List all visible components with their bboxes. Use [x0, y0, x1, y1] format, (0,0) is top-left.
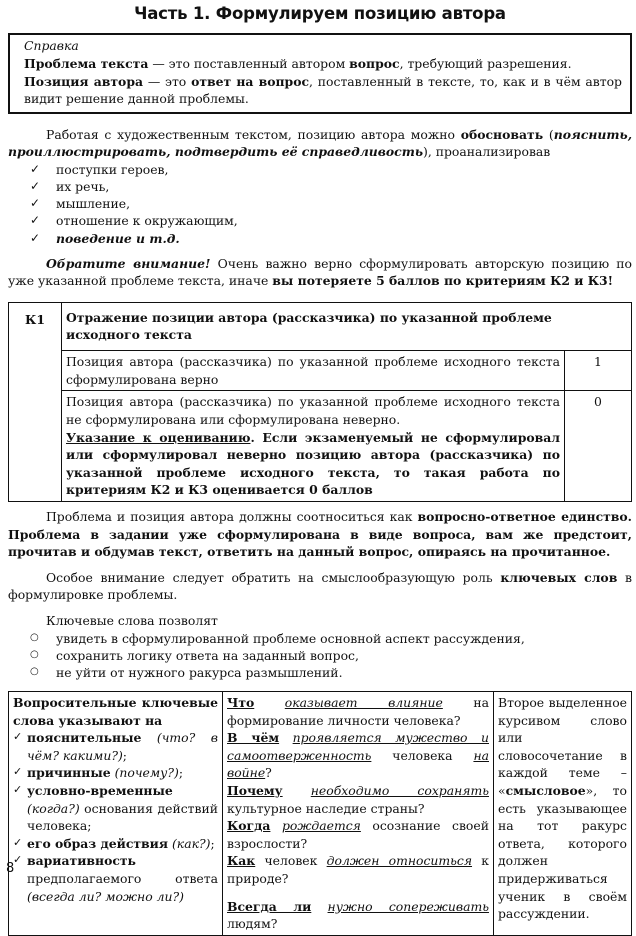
example-question: Что оказывает влияние на формирование личности человека?: [227, 694, 489, 728]
keywords-table: [8, 691, 632, 936]
criteria-code: К1: [9, 302, 62, 501]
list-item: ✓ их речь,: [32, 178, 632, 195]
example-question: Почему необходимо сохранять культурное наследие страны?: [227, 782, 489, 816]
keywords-types-cell: Вопросительные ключевые слова указывают на ✓ пояснительные (что? в чём? какими?); ✓ причинные (почему?); ✓ условно-временные (когда?) основания действий человека; ✓ его образ действия (как?); ✓ вариативность предполагаемого ответа (всегда ли? можно ли?): [9, 691, 223, 935]
criteria-header: Отражение позиции автора (рассказчика) по указанной проблеме исходного текста: [62, 302, 632, 350]
keywords-intro: Ключевые слова позволят: [46, 612, 218, 628]
page-number: 8: [6, 861, 15, 876]
keywords-list: [8, 630, 632, 681]
list-item: ✓ мышление,: [32, 195, 632, 212]
list-item: ✓ поступки героев,: [32, 161, 632, 178]
meaning-word-cell: Второе выделенное курсивом слово или словосочетание в каждой теме – «смысловое», то есть указывающее на тот ракурс ответа, которого должен придерживаться ученик в своём рассуждении.: [494, 691, 632, 935]
reference-position: Позиция автора — это ответ на вопрос, поставленный в тексте, то, как и в чём автор видит решение данной проблемы.: [24, 73, 622, 107]
reference-problem: Проблема текста — это поставленный автором вопрос, требующий разрешения.: [24, 56, 572, 72]
list-item: ✓ пояснительные (что? в чём? какими?);: [13, 729, 218, 764]
keywords-paragraph: Особое внимание следует обратить на смыслообразующую роль ключевых слов в формулировке проблемы.: [8, 569, 632, 603]
criteria-row-1-score: 1: [565, 351, 632, 391]
list-item: ✓ его образ действия (как?);: [13, 835, 218, 853]
example-questions-cell: [223, 691, 494, 935]
criteria-table: [8, 302, 632, 502]
list-item: ○ не уйти от нужного ракурса размышлений.: [30, 664, 632, 681]
example-question: Когда рождается осознание своей взрослости?: [227, 818, 489, 851]
list-item: ✓ причинные (почему?);: [13, 764, 218, 782]
page: [8, 0, 632, 936]
intro-paragraph: Работая с художественным текстом, позицию автора можно обосновать (пояснить, проиллюстрировать, подтвердить её справедливость), проанализировав: [8, 126, 633, 160]
list-item: ✓ поведение и т.д.: [32, 230, 632, 247]
question-answer-paragraph: Проблема и позиция автора должны соотноситься как вопросно-ответное единство. Проблема в задании уже сформулирована в виде вопроса, вам же предстоит, прочитав и обдумав текст, ответить на данный вопрос, опираясь на прочитанное.: [8, 508, 632, 560]
attention-paragraph: Обратите внимание! Очень важно верно сформулировать авторскую позицию по уже указанной проблеме текста, иначе вы потеряете 5 баллов по критериям К2 и К3!: [8, 255, 632, 289]
list-item: ✓ отношение к окружающим,: [32, 212, 632, 229]
list-item: ✓ условно-временные (когда?) основания действий человека;: [13, 782, 218, 835]
criteria-row-2-text: Позиция автора (рассказчика) по указанной проблеме исходного текста не сформулирована или сформулирована неверно. Указание к оцениванию. Если экзаменуемый не сформулировал или сформулировал неверно позицию автора (рассказчика) по указанной проблеме исходного текста, то такая работа по критериям К2 и К3 оценивается 0 баллов: [62, 391, 565, 502]
criteria-row-1-text: Позиция автора (рассказчика) по указанной проблеме исходного текста сформулирована верно: [62, 351, 565, 391]
reference-box: [8, 33, 632, 113]
page-title: Часть 1. Формулируем позицию автора: [134, 4, 506, 23]
criteria-row-2-score: 0: [565, 391, 632, 502]
reference-label: Справка: [24, 38, 79, 54]
list-item: ✓ вариативность предполагаемого ответа (всегда ли? можно ли?): [13, 852, 218, 905]
list-item: ○ сохранить логику ответа на заданный вопрос,: [30, 647, 632, 664]
example-question: В чём проявляется мужество и самоотверженность человека на войне?: [227, 730, 489, 781]
analysis-checklist: [8, 161, 632, 247]
list-item: ○ увидеть в сформулированной проблеме основной аспект рассуждения,: [30, 630, 632, 647]
example-question: Всегда ли нужно сопереживать людям?: [227, 898, 489, 932]
example-question: Как человек должен относиться к природе?: [227, 853, 490, 887]
